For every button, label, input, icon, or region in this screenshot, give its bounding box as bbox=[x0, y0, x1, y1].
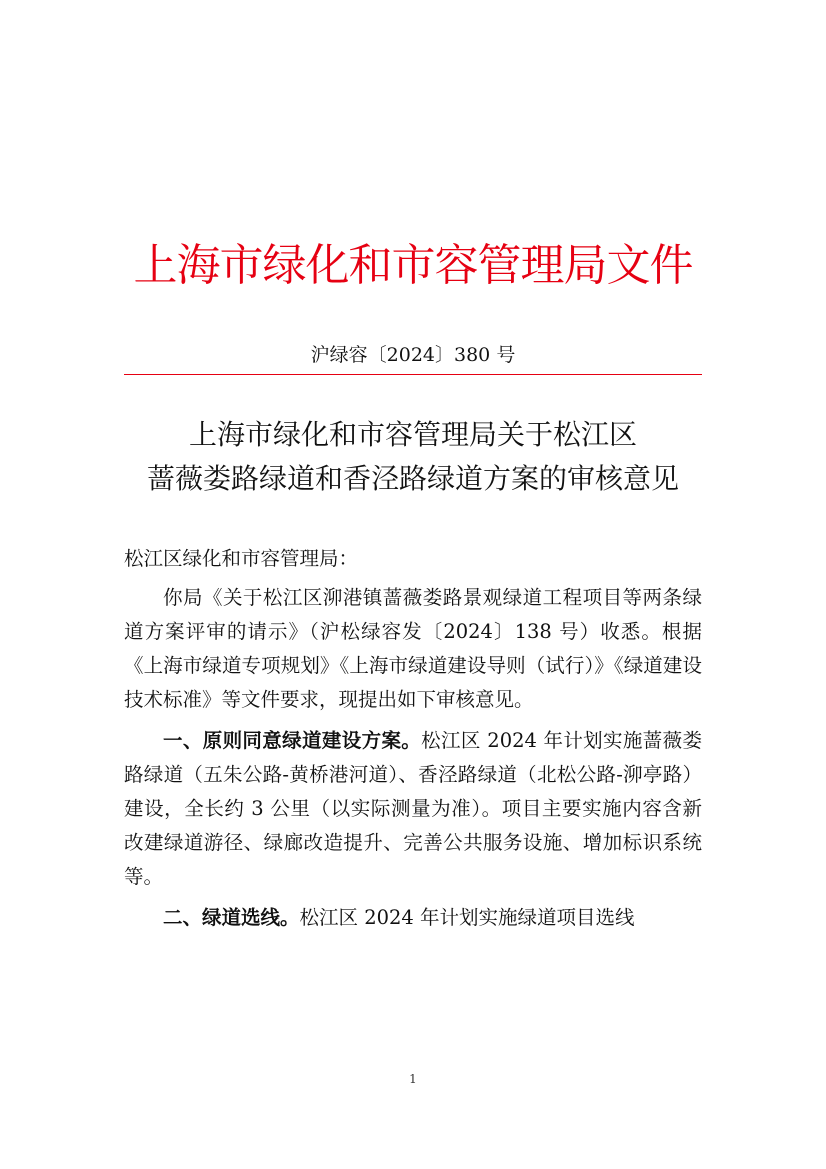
document-title-line-1: 上海市绿化和市容管理局关于松江区 bbox=[188, 418, 637, 451]
paragraph-1: 你局《关于松江区泖港镇蔷薇娄路景观绿道工程项目等两条绿道方案评审的请示》（沪松绿容发〔2024〕138 号）收悉。根据《上海市绿道专项规划》《上海市绿道建设导则（试行）》《绿道建设技术标准》等文件要求，现提出如下审核意见。 bbox=[124, 586, 702, 711]
issuing-authority-title: 上海市绿化和市容管理局文件 bbox=[133, 240, 693, 291]
salutation: 松江区绿化和市容管理局： bbox=[124, 547, 359, 570]
red-divider-line bbox=[124, 374, 702, 375]
page-number: 1 bbox=[409, 1072, 417, 1086]
paragraph-2-heading: 一、原则同意绿道建设方案。 bbox=[163, 729, 422, 752]
paragraph-3-text: 松江区 2024 年计划实施绿道项目选线 bbox=[299, 906, 635, 929]
paragraph-2-text: 松江区 2024 年计划实施蔷薇娄路绿道（五朱公路-黄桥港河道）、香泾路绿道（北松公路-泖亭路）建设，全长约 3 公里（以实际测量为准）。项目主要实施内容含新改建绿道游径、绿廊改造提升、完善公共服务设施、增加标识系统等。 bbox=[124, 729, 702, 888]
paragraph-2 bbox=[124, 724, 702, 894]
paragraph-3 bbox=[124, 901, 702, 935]
document-number: 沪绿容〔2024〕380 号 bbox=[310, 344, 516, 366]
document-body bbox=[124, 542, 702, 942]
document-title-line-2: 蔷薇娄路绿道和香泾路绿道方案的审核意见 bbox=[146, 462, 679, 495]
document-title bbox=[0, 413, 826, 501]
paragraph-3-heading: 二、绿道选线。 bbox=[163, 906, 300, 929]
